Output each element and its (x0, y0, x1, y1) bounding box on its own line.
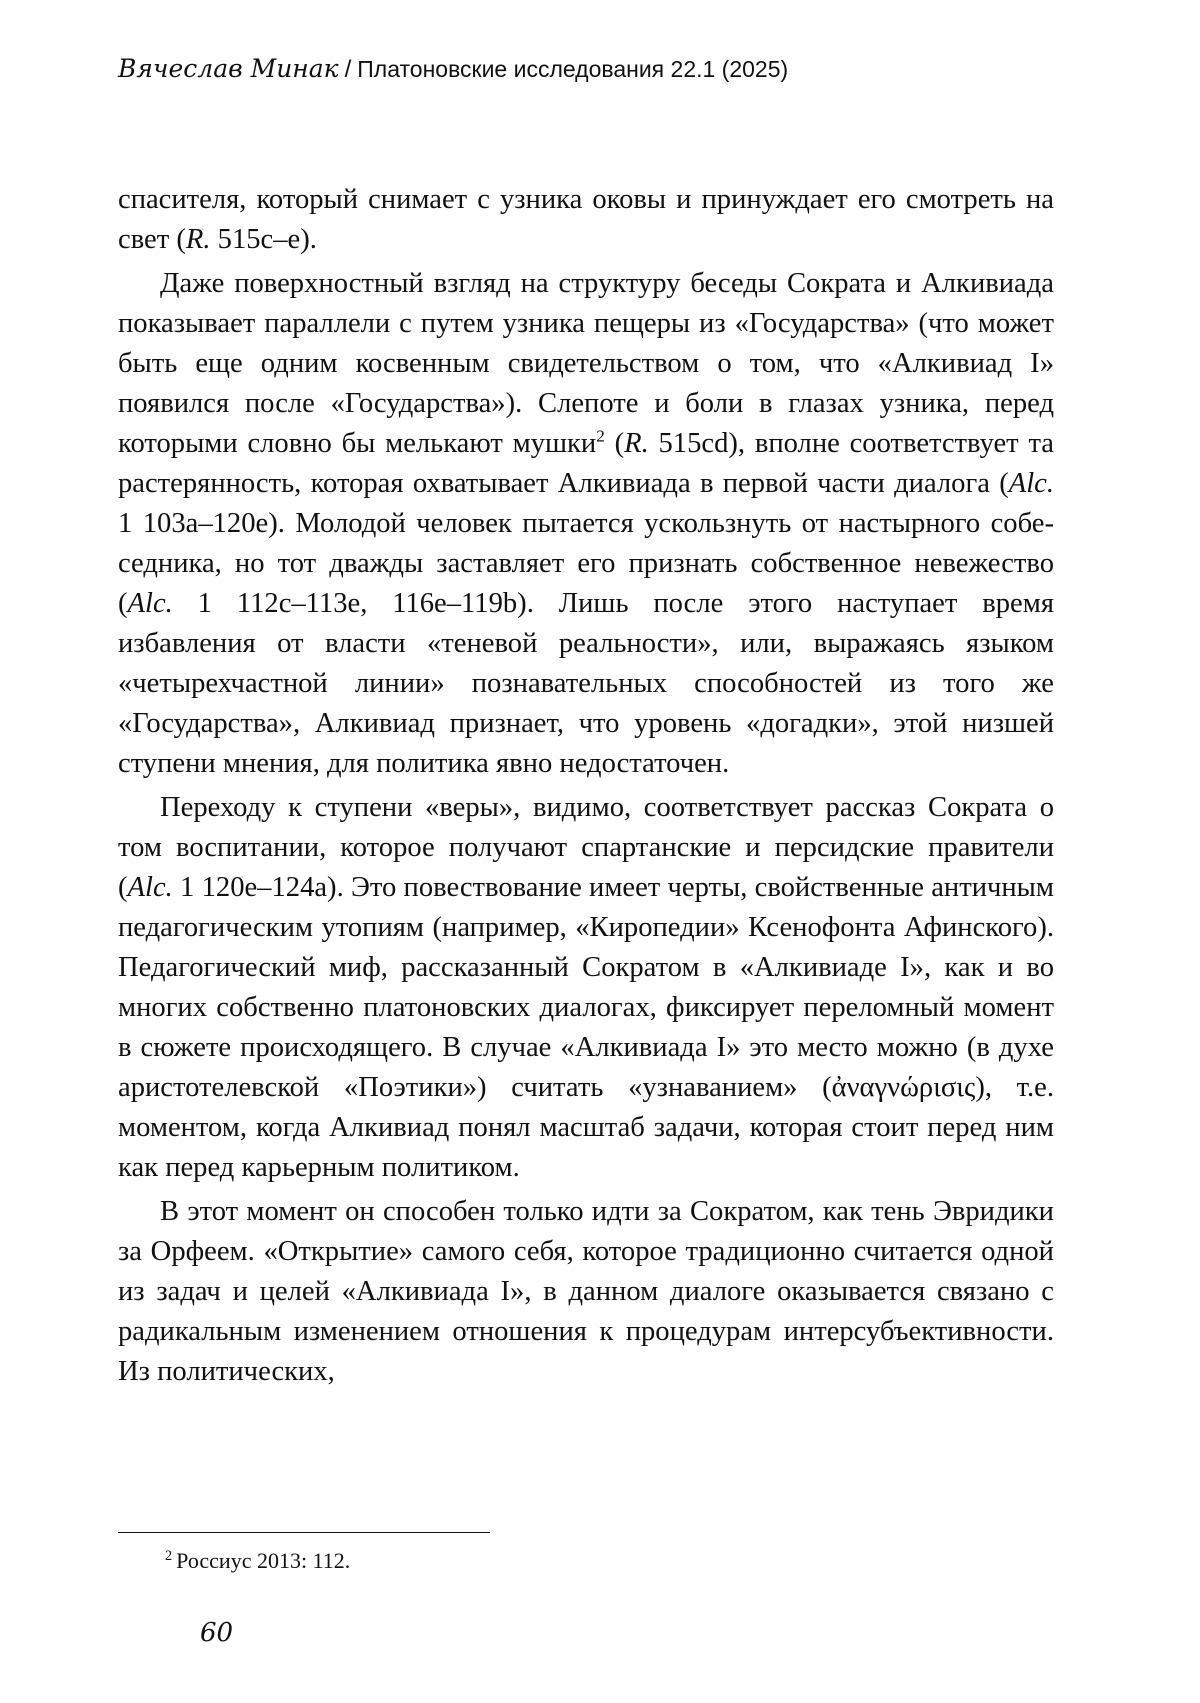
footnote-text: Россиус 2013: 112. (176, 1548, 351, 1573)
main-text (118, 180, 1054, 1396)
header-separator: / (344, 56, 352, 83)
paragraph-3 (118, 788, 1054, 1188)
citation-abbrev: Alc. (127, 588, 173, 619)
paragraph-text: 515cd), вполне соответствует та растерянность, которая охватывает Алкивиада в первой части диалога ( (118, 428, 1054, 499)
paragraph-1 (118, 180, 1054, 260)
paragraph-text: Переходу к ступени «веры», видимо, соответствует рассказ Сократа о том воспитании, которое получают спартанские и персидские правители ( (118, 792, 1054, 903)
paragraph-text: спасителя, который снимает с узника оковы и принуждает его смотреть на свет ( (118, 184, 1054, 255)
citation-abbrev: Alc. (1008, 468, 1054, 499)
paragraph-text: 1 120e–124a). Это повествование имеет черты, свойственные античным педагогическим утопиям (например, «Киропедии» Ксенофонта Афинского). Педагогический миф, рассказанный Сократом в «Алкивиаде I», как и во многих собственно платоновских диалогах, фиксирует переломный момент в сюжете происходящего. В случае «Алкивиада I» это место можно (в духе аристотелевской «Поэтики») считать «узнаванием» (ἀναγνώρισις), т.е. моментом, когда Алкивиад понял масштаб задачи, которая стоит перед ним как перед карьерным политиком. (118, 872, 1054, 1183)
header-journal: Платоновские исследования 22.1 (2025) (357, 56, 789, 82)
page-number: 60 (200, 1618, 234, 1648)
citation-abbrev: R. (185, 224, 211, 255)
citation-abbrev: R. (624, 428, 649, 459)
paragraph-text: В этот момент он способен только идти за Сократом, как тень Эвридики за Орфеем. «Открытие» самого себя, которое традиционно считается одной из задач и целей «Алкивиада I», в данном диалоге оказывается связано с радикальным изменением отношения к процедурам интерсубъективности. Из политических, (118, 1196, 1054, 1387)
header-author: Вячеслав Минак (118, 54, 339, 83)
footnote-number: 2 (165, 1547, 173, 1564)
running-header (118, 52, 1078, 87)
footnote (165, 1546, 350, 1576)
paragraph-text: 1 103a–120e). Молодой человек пытается ускользнуть от настырного собеседника, но тот дважды заставляет его признать собственное невежество ( (118, 508, 1054, 619)
footnote-reference[interactable]: 2 (596, 426, 605, 446)
paragraph-4 (118, 1192, 1054, 1392)
paragraph-text: Даже поверхностный взгляд на структуру беседы Сократа и Алкивиада показывает параллели с путем узника пещеры из «Государства» (что может быть еще одним косвенным свидетельством о том, что «Алкивиад I» появился после «Государства»). Слепоте и боли в глазах узника, перед которыми словно бы мелькают мушки (118, 268, 1054, 459)
paragraph-text: 515c–e). (210, 224, 317, 255)
paragraph-2 (118, 264, 1054, 784)
footnote-divider (118, 1532, 490, 1533)
paragraph-text: 1 112c–113e, 116e–119b). Лишь после этого наступает время избавления от власти «теневой реальности», или, выражаясь языком «четырехчастной линии» познавательных способностей из того же «Государства», Алкивиад признает, что уровень «догадки», этой низшей ступени мнения, для политика явно недостаточен. (118, 588, 1054, 779)
paragraph-text: ( (604, 428, 625, 459)
citation-abbrev: Alc. (127, 872, 173, 903)
